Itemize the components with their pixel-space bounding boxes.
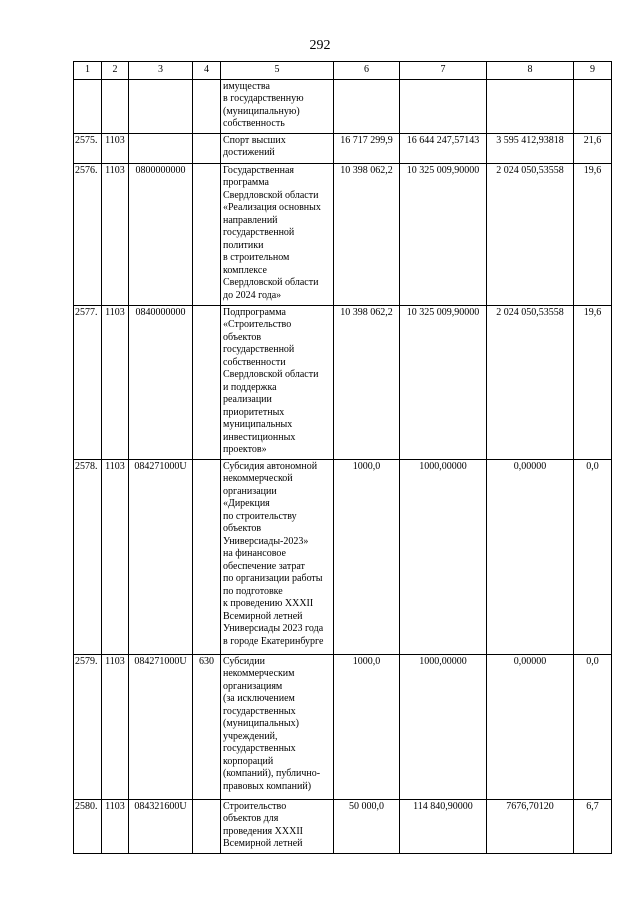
page-number: 292 [309,38,331,53]
planned-amount: 1000,0 [334,654,400,799]
section-code: 1103 [102,654,129,799]
planned-amount [334,79,400,133]
execution-percent: 6,7 [574,799,612,853]
col-header: 4 [193,62,221,80]
executed-amount: 2 024 050,53558 [487,305,574,459]
target-code [129,79,193,133]
execution-percent: 0,0 [574,459,612,654]
row-number: 2575. [74,133,102,163]
table-row [74,305,612,459]
executed-amount: 0,00000 [487,654,574,799]
row-number [74,79,102,133]
execution-percent: 19,6 [574,163,612,305]
section-code [102,79,129,133]
planned-amount: 1000,0 [334,459,400,654]
col-header: 5 [221,62,334,80]
col-header: 2 [102,62,129,80]
row-number: 2577. [74,305,102,459]
expense-type [193,305,221,459]
expense-type [193,79,221,133]
executed-amount [487,79,574,133]
approved-amount: 10 325 009,90000 [400,163,487,305]
target-code: 084271000U [129,654,193,799]
row-number: 2576. [74,163,102,305]
item-name: Субсидии некоммерческим организациям (за исключением государственных (муниципальных) учреждений, государственных корпораций (компаний), публично- правовых компаний) [221,654,334,799]
expense-type [193,133,221,163]
expense-type [193,459,221,654]
executed-amount: 2 024 050,53558 [487,163,574,305]
approved-amount: 114 840,90000 [400,799,487,853]
target-code: 0840000000 [129,305,193,459]
executed-amount: 0,00000 [487,459,574,654]
item-name: Государственная программа Свердловской области «Реализация основных направлений государственной политики в строительном комплексе Свердловской области до 2024 года» [221,163,334,305]
table-row [74,459,612,654]
table-row [74,654,612,799]
planned-amount: 16 717 299,9 [334,133,400,163]
executed-amount: 7676,70120 [487,799,574,853]
table-row [74,799,612,853]
execution-percent: 19,6 [574,305,612,459]
executed-amount: 3 595 412,93818 [487,133,574,163]
table-row [74,79,612,133]
section-code: 1103 [102,305,129,459]
table-row [74,163,612,305]
approved-amount: 10 325 009,90000 [400,305,487,459]
section-code: 1103 [102,133,129,163]
row-number: 2579. [74,654,102,799]
item-name: Субсидия автономной некоммерческой организации «Дирекция по строительству объектов Универсиады-2023» на финансовое обеспечение затрат по организации работы по подготовке к проведению XXXII Всемирной летней Универсиады 2023 года в городе Екатеринбурге [221,459,334,654]
item-name: Строительство объектов для проведения XXXII Всемирной летней [221,799,334,853]
row-number: 2578. [74,459,102,654]
section-code: 1103 [102,459,129,654]
approved-amount: 1000,00000 [400,459,487,654]
item-name: Подпрограмма «Строительство объектов государственной собственности Свердловской области и поддержка реализации приоритетных муниципальных инвестиционных проектов» [221,305,334,459]
col-header: 3 [129,62,193,80]
budget-table [73,61,612,854]
target-code [129,133,193,163]
approved-amount: 1000,00000 [400,654,487,799]
section-code: 1103 [102,799,129,853]
col-header: 9 [574,62,612,80]
col-header: 7 [400,62,487,80]
execution-percent: 21,6 [574,133,612,163]
approved-amount: 16 644 247,57143 [400,133,487,163]
execution-percent [574,79,612,133]
execution-percent: 0,0 [574,654,612,799]
planned-amount: 50 000,0 [334,799,400,853]
expense-type [193,799,221,853]
planned-amount: 10 398 062,2 [334,305,400,459]
expense-type [193,163,221,305]
item-name: Спорт высших достижений [221,133,334,163]
section-code: 1103 [102,163,129,305]
col-header: 6 [334,62,400,80]
target-code: 0800000000 [129,163,193,305]
row-number: 2580. [74,799,102,853]
planned-amount: 10 398 062,2 [334,163,400,305]
col-header: 8 [487,62,574,80]
col-header: 1 [74,62,102,80]
item-name: имущества в государственную (муниципальную) собственность [221,79,334,133]
table-row [74,133,612,163]
target-code: 084271000U [129,459,193,654]
expense-type: 630 [193,654,221,799]
header-row [74,62,612,80]
approved-amount [400,79,487,133]
target-code: 084321600U [129,799,193,853]
